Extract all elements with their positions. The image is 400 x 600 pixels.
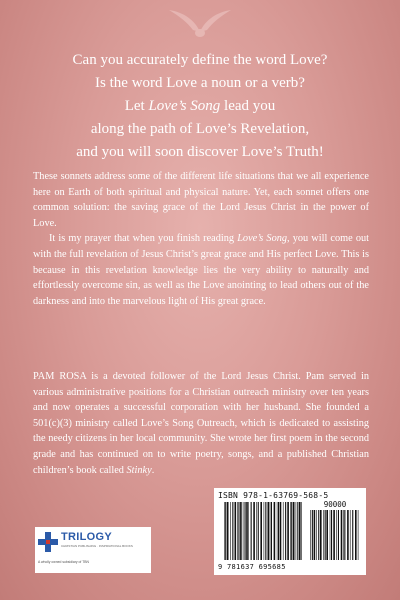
barcode-bar (325, 510, 326, 560)
barcode-bar (341, 510, 343, 560)
barcode-bar (251, 502, 252, 560)
barcode-bar (227, 502, 229, 560)
barcode-bar (230, 502, 231, 560)
author-bio-text: PAM ROSA is a devoted follower of the Lord Jesus Christ. Pam served in various administrative positions for a Christian outreach ministry over ten years and now operates a successful corporation with her husband. She founded a 501(c)(3) ministry called Love’s Song Outreach, which is dedicated to assisting the needy citizens in her local community. She wrote her first poem in the second grade and has continued on to write poetry, songs, and a published Christian children’s book called Stinky. (33, 371, 369, 476)
barcode-bar (270, 502, 271, 560)
dove-icon (165, 2, 235, 40)
barcode-bar (326, 510, 328, 560)
barcode-bar (290, 502, 291, 560)
barcode-bar (330, 510, 331, 560)
isbn-barcode (214, 488, 366, 575)
description-paragraph-2: It is my prayer that when you finish reading Love’s Song, you will come out with the full revelation of Jesus Christ’s great grace and His perfect Love. This is because in this revelation knowledge lies the very ability to naturally and effortlessly overcome sin, as well as the Love anointing to lead others out of the darkness and into the marvelous light of His great grace. (33, 233, 369, 307)
barcode-bar (225, 502, 226, 560)
barcode-bar (278, 502, 279, 560)
barcode-bar (224, 502, 225, 560)
tagline-line-1: Can you accurately define the word Love? (72, 52, 328, 68)
barcode-bar (245, 502, 246, 560)
barcode-bar (312, 510, 313, 560)
book-description (33, 169, 369, 309)
barcode-bar (355, 510, 357, 560)
tagline (40, 49, 360, 164)
barcode-bar (331, 510, 332, 560)
publisher-subsidiary-note: A wholly owned subsidiary of TBN (38, 560, 90, 564)
barcode-bar (310, 510, 311, 560)
barcode-bar (316, 510, 317, 560)
trilogy-logo-icon (38, 532, 58, 552)
book-title: Love’s Song (148, 98, 221, 114)
price-barcode (310, 510, 360, 560)
tagline-line-4: along the path of Love’s Revelation, (90, 121, 310, 137)
barcode-bar (320, 510, 322, 560)
publisher-tagline: CHRISTIAN PUBLISHING · INSPIRATIONAL BOOKS (61, 544, 133, 548)
tagline-line-5: and you will soon discover Love’s Truth! (76, 144, 324, 160)
barcode-bar (291, 502, 292, 560)
barcode-bar (318, 510, 319, 560)
barcode-bar (232, 502, 233, 560)
barcode-bar (347, 510, 349, 560)
barcode-bar (246, 502, 248, 560)
barcode-bar (358, 510, 359, 560)
barcode-bar (258, 502, 259, 560)
barcode-bar (283, 502, 284, 560)
barcode-bar (287, 502, 289, 560)
tagline-line-3: Let Love’s Song lead you (124, 98, 276, 114)
barcode-bar (293, 502, 295, 560)
ean-barcode (224, 502, 304, 560)
author-bio (33, 369, 369, 478)
barcode-bar (237, 502, 238, 560)
barcode-bar (274, 502, 276, 560)
barcode-bar (336, 510, 337, 560)
barcode-bar (344, 510, 345, 560)
barcode-bar (343, 510, 344, 560)
barcode-bar (248, 502, 249, 560)
barcode-bar (299, 502, 301, 560)
barcode-bar (238, 502, 239, 560)
barcode-bar (265, 502, 266, 560)
isbn-number: ISBN 978-1-63769-568-5 (218, 491, 329, 500)
barcode-bar (301, 502, 302, 560)
barcode-bar (256, 502, 257, 560)
barcode-bar (260, 502, 262, 560)
barcode-bar (333, 510, 335, 560)
barcode-bar (338, 510, 339, 560)
barcode-bar (253, 502, 255, 560)
price-code: 90000 (323, 500, 347, 509)
publisher-name: TRILOGY (61, 531, 112, 543)
barcode-bar (297, 502, 298, 560)
barcode-bar (296, 502, 297, 560)
barcode-digits: 9 781637 695685 (218, 563, 286, 571)
barcode-bar (240, 502, 242, 560)
barcode-bar (285, 502, 286, 560)
barcode-bar (352, 510, 353, 560)
publisher-logo (35, 527, 151, 573)
barcode-bar (243, 502, 244, 560)
barcode-bar (268, 502, 270, 560)
barcode-bar (314, 510, 316, 560)
barcode-bar (271, 502, 272, 560)
barcode-bar (350, 510, 351, 560)
description-paragraph-1: These sonnets address some of the different life situations that we all experience here on Earth of both spiritual and physical nature. Yet, each sonnet offers one common solution: the saving grace of the Lord Jesus Christ in the power of Love. (33, 171, 369, 229)
tagline-line-2: Is the word Love a noun or a verb? (95, 75, 305, 91)
barcode-bar (277, 502, 278, 560)
barcode-bar (235, 502, 237, 560)
barcode-bar (280, 502, 282, 560)
barcode-bar (264, 502, 265, 560)
barcode-bar (323, 510, 324, 560)
